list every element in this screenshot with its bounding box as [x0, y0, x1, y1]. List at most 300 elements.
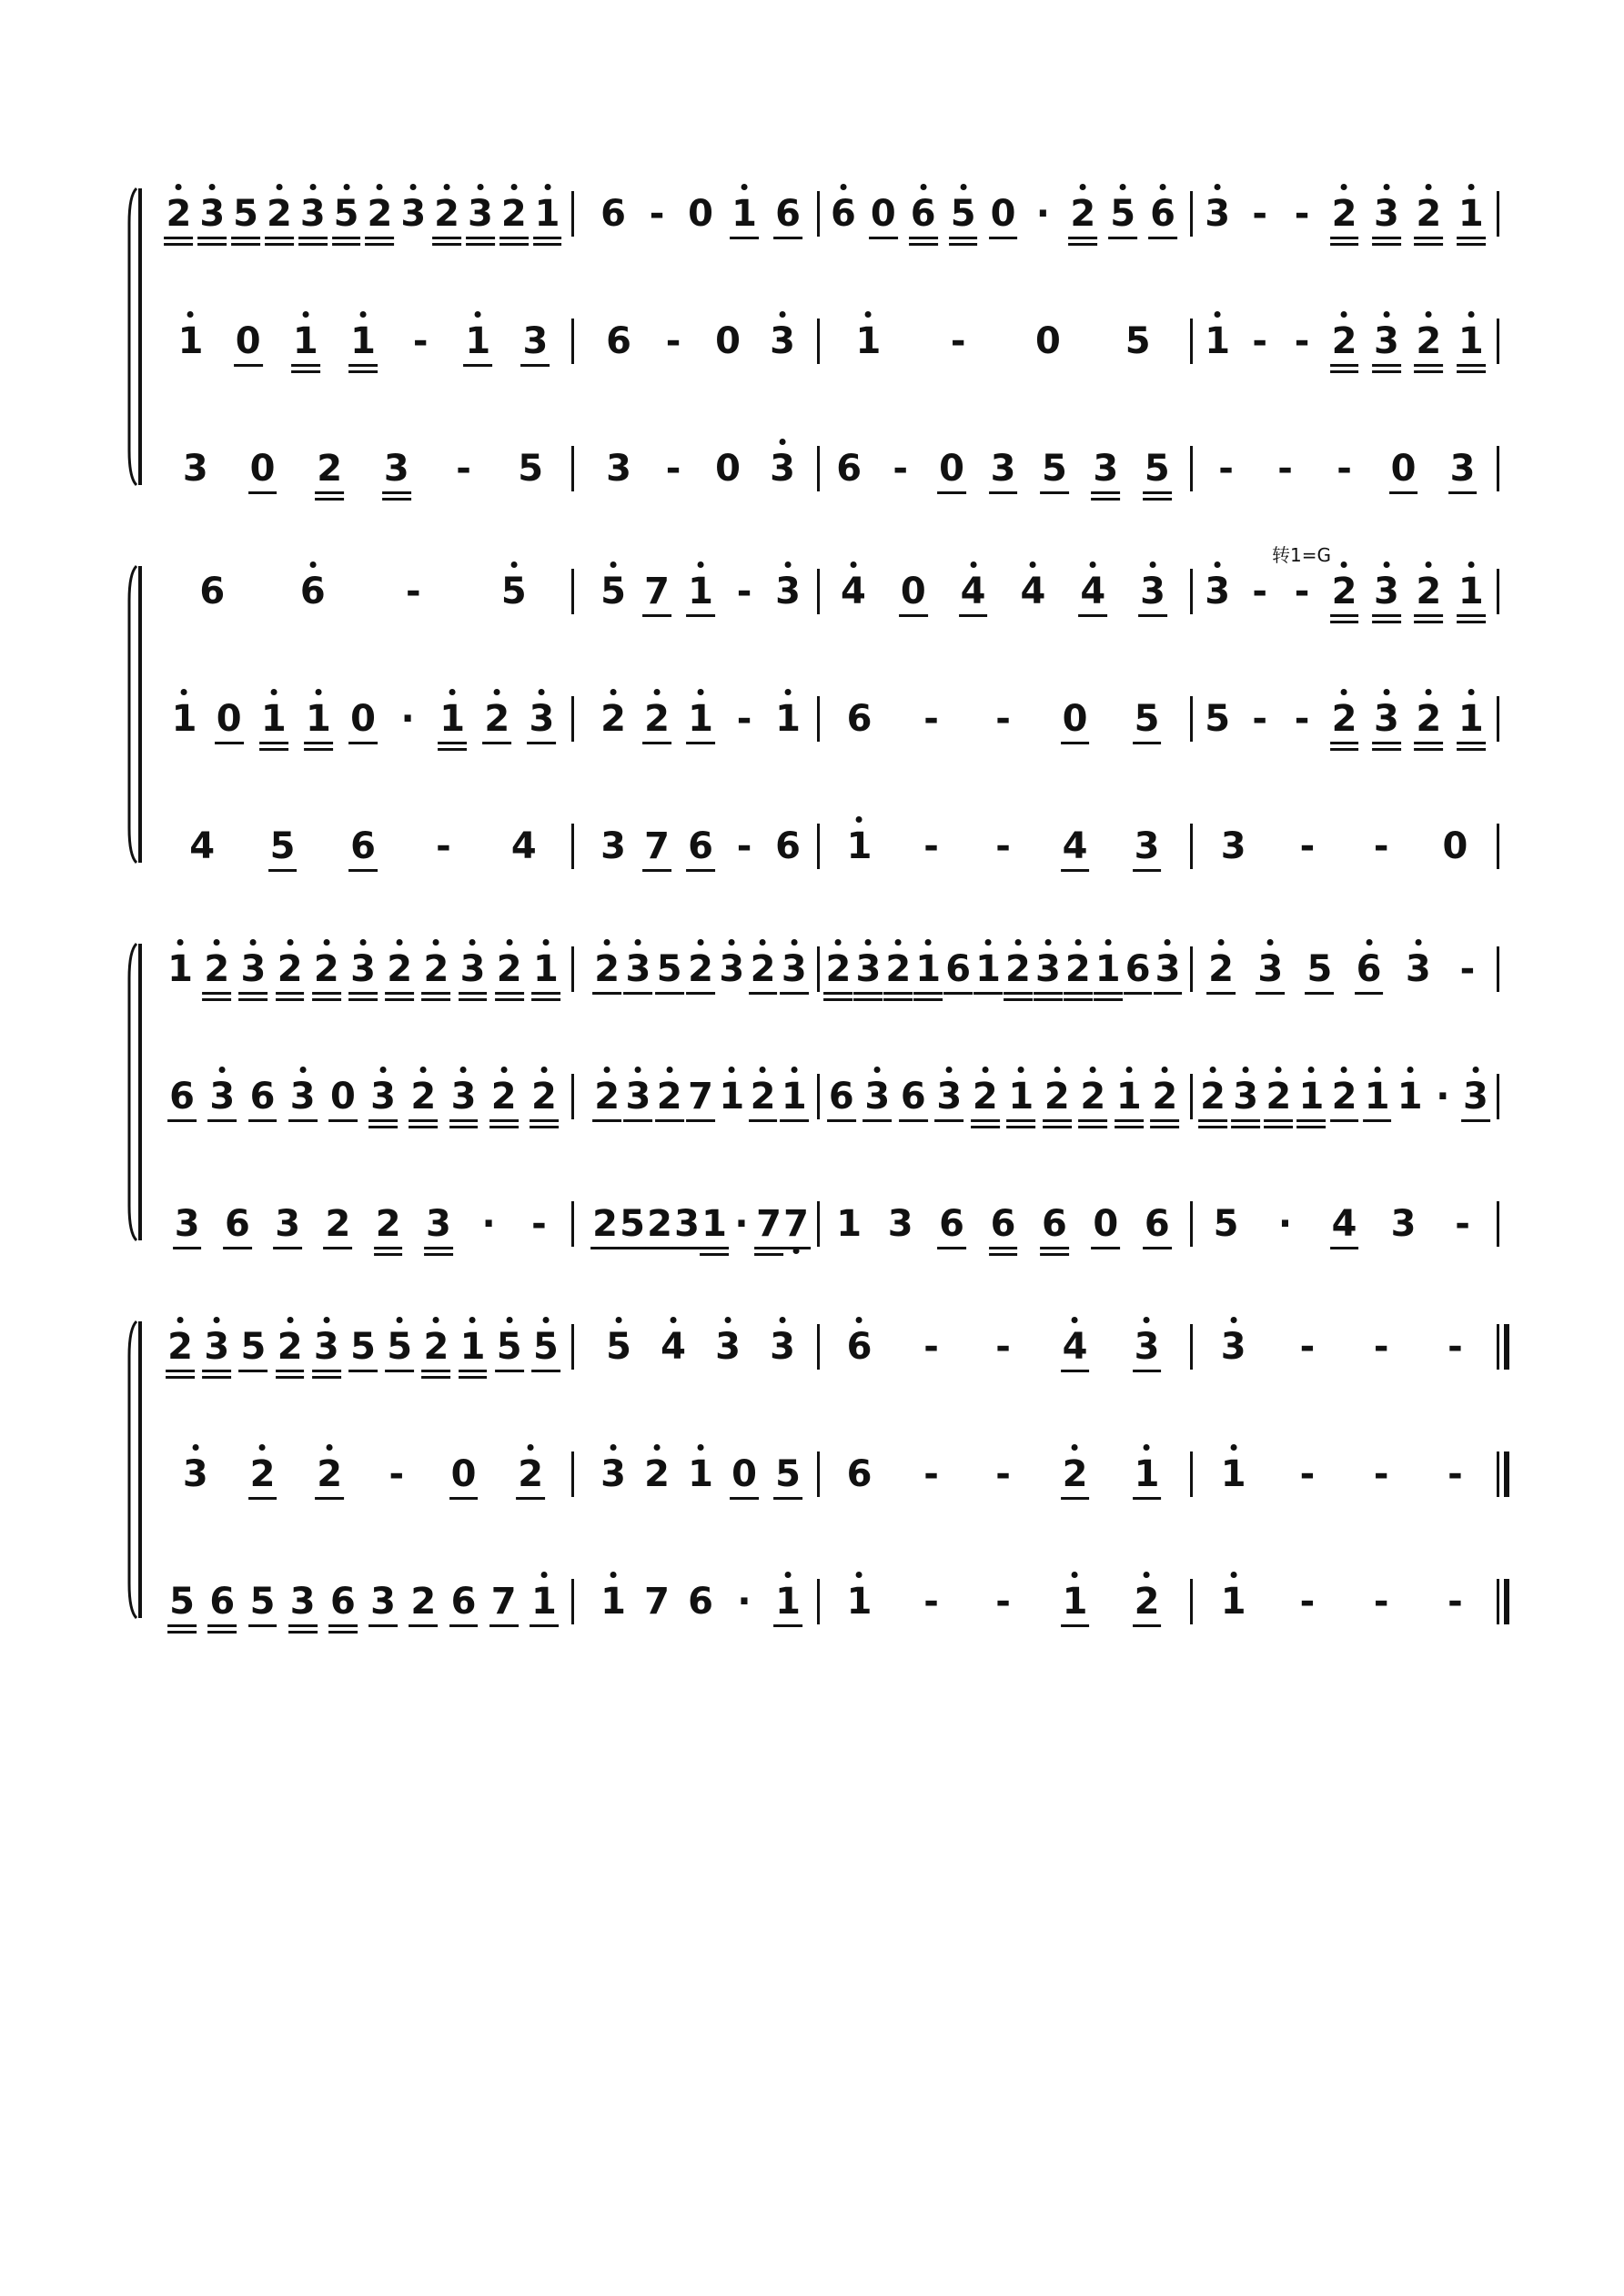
note: 5 [497, 1329, 522, 1365]
augmentation-dot: · [737, 1581, 751, 1623]
note: 1 [688, 1456, 713, 1492]
octave-high-dot [397, 939, 403, 946]
underline-beam [883, 998, 913, 1001]
final-bar-line [1504, 1579, 1509, 1624]
note: 5 [501, 573, 527, 610]
octave-high-dot [1230, 1572, 1236, 1578]
octave-high-dot [1074, 939, 1081, 946]
underline-beam [824, 998, 853, 1001]
note: 4 [1020, 573, 1045, 610]
underline-beam [248, 1497, 277, 1500]
bar-line [571, 319, 574, 364]
dash-note: - [923, 1326, 939, 1368]
note: 7 [756, 1206, 782, 1242]
underline-beam [1372, 370, 1401, 373]
note: 2 [1266, 1078, 1291, 1115]
octave-high-dot [982, 1067, 988, 1073]
underline-beam [166, 1376, 195, 1379]
note: 5 [600, 573, 626, 610]
note: 5 [606, 1329, 631, 1365]
underline-beam [989, 1253, 1018, 1256]
octave-high-dot [791, 1067, 797, 1073]
underline-beam [164, 243, 193, 246]
underline-beam [173, 1247, 202, 1249]
dash-note: - [1299, 825, 1316, 867]
octave-high-dot [309, 184, 316, 190]
dash-note: - [1455, 1203, 1470, 1245]
underline-beam [197, 243, 227, 246]
underline-beam [973, 992, 1003, 995]
dash-note: - [665, 448, 681, 490]
octave-high-dot [1407, 1067, 1413, 1073]
note: 5 [1205, 698, 1231, 740]
dash-note: - [923, 825, 939, 867]
octave-high-dot [610, 561, 617, 568]
note: 3 [199, 196, 225, 232]
octave-high-dot [791, 939, 797, 946]
bar-line [1497, 1324, 1499, 1370]
note: 2 [1416, 573, 1441, 610]
octave-high-dot [760, 939, 766, 946]
underline-beam [265, 243, 294, 246]
note: 3 [864, 1078, 890, 1115]
bar-line [817, 1579, 820, 1624]
underline-beam [780, 1119, 809, 1122]
octave-high-dot [946, 1067, 953, 1073]
underline-beam [749, 1119, 778, 1122]
underline-beam [1457, 370, 1486, 373]
note: 0 [350, 701, 376, 737]
note: 2 [1416, 196, 1441, 232]
underline-beam [773, 1497, 802, 1500]
underline-beam [1150, 1126, 1179, 1128]
note: 3 [855, 951, 881, 987]
octave-high-dot [1072, 1317, 1078, 1323]
underline-beam [382, 498, 411, 501]
octave-high-dot [1160, 184, 1166, 190]
underline-beam [374, 1247, 403, 1249]
note: 4 [510, 825, 537, 867]
note: 2 [423, 951, 449, 987]
octave-high-dot [1080, 184, 1086, 190]
octave-high-dot [1215, 184, 1221, 190]
octave-high-dot [780, 1317, 786, 1323]
underline-beam [312, 1370, 341, 1372]
octave-high-dot [835, 939, 842, 946]
note: 3 [1135, 1329, 1160, 1365]
note: 6 [846, 1453, 873, 1495]
octave-high-dot [1267, 939, 1274, 946]
octave-high-dot [500, 1067, 507, 1073]
octave-high-dot [380, 1067, 387, 1073]
note: 3 [1093, 450, 1118, 487]
dash-note: - [1252, 193, 1267, 235]
note: 3 [770, 450, 795, 487]
octave-high-dot [666, 1067, 672, 1073]
note: 0 [217, 701, 242, 737]
underline-beam [531, 1370, 560, 1372]
underline-beam [459, 992, 488, 995]
octave-high-dot [698, 1444, 704, 1451]
underline-beam [1091, 498, 1120, 501]
note: 2 [376, 1206, 401, 1242]
note: 6 [939, 1206, 964, 1242]
note: 2 [826, 951, 852, 987]
octave-high-dot [433, 1317, 439, 1323]
note: 5 [620, 1206, 645, 1242]
note: 6 [846, 698, 873, 740]
octave-high-dot [323, 1317, 329, 1323]
underline-beam [332, 243, 361, 246]
note: 2 [531, 1078, 557, 1115]
key-change-label: 转1=G [1272, 544, 1331, 566]
underline-beam [642, 869, 671, 872]
octave-high-dot [1210, 1067, 1216, 1073]
dash-note: - [995, 1453, 1011, 1495]
bar-line [1497, 946, 1499, 992]
underline-beam [655, 992, 684, 995]
octave-high-dot [1472, 1067, 1478, 1073]
underline-beam [989, 237, 1018, 239]
underline-beam [1330, 370, 1359, 373]
note: 5 [657, 951, 682, 987]
underline-beam [459, 1370, 488, 1372]
underline-beam [499, 243, 529, 246]
underline-beam [827, 1119, 856, 1122]
note: 3 [1135, 828, 1160, 865]
bar-line [1190, 1451, 1193, 1497]
dash-note: - [531, 1203, 547, 1245]
octave-high-dot [209, 184, 216, 190]
underline-beam [459, 998, 488, 1001]
octave-high-dot [1072, 1572, 1078, 1578]
underline-beam [1372, 614, 1401, 617]
underline-beam [1143, 491, 1172, 494]
note: 5 [1125, 320, 1151, 362]
underline-beam [1043, 1119, 1072, 1122]
octave-high-dot [1230, 1317, 1236, 1323]
note: 1 [531, 1583, 557, 1620]
note: 6 [606, 320, 631, 362]
underline-beam [937, 1247, 966, 1249]
note: 2 [166, 196, 191, 232]
underline-beam [424, 1253, 453, 1256]
underline-beam [231, 237, 260, 239]
underline-beam [1414, 243, 1443, 246]
underline-beam [1330, 243, 1359, 246]
note: 6 [330, 1583, 356, 1620]
bar-line [1497, 1201, 1499, 1247]
note: 4 [189, 825, 216, 867]
note: 2 [423, 1329, 449, 1365]
bar-line [1190, 319, 1193, 364]
bar-line [571, 1074, 574, 1119]
underline-beam [449, 1126, 479, 1128]
octave-high-dot [506, 939, 512, 946]
octave-high-dot [865, 939, 872, 946]
bar-line [1190, 1201, 1193, 1247]
note: 0 [250, 450, 276, 487]
underline-beam [1154, 992, 1183, 995]
underline-beam [1198, 1119, 1227, 1122]
octave-high-dot [1215, 311, 1221, 318]
octave-high-dot [177, 1317, 184, 1323]
octave-high-dot [475, 311, 481, 318]
octave-high-dot [259, 1444, 266, 1451]
note: 2 [410, 1078, 436, 1115]
octave-high-dot [1150, 561, 1156, 568]
note: 2 [1208, 951, 1234, 987]
bar-line [817, 319, 820, 364]
octave-high-dot [1230, 1444, 1236, 1451]
note: 2 [250, 1456, 276, 1492]
underline-beam [234, 364, 263, 367]
note: 6 [1042, 1206, 1067, 1242]
underline-beam [276, 1370, 305, 1372]
underline-beam [499, 237, 529, 239]
octave-high-dot [1276, 1067, 1282, 1073]
underline-beam [265, 237, 294, 239]
note: 3 [770, 1329, 795, 1365]
underline-beam [268, 869, 298, 872]
note: 3 [370, 1583, 396, 1620]
underline-beam [869, 237, 898, 239]
dash-note: - [1373, 1453, 1389, 1495]
octave-high-dot [1308, 1067, 1315, 1073]
note: 5 [1110, 196, 1135, 232]
underline-beam [1372, 621, 1401, 623]
octave-high-dot [610, 1444, 617, 1451]
underline-beam [1040, 1247, 1069, 1249]
underline-beam [385, 998, 414, 1001]
note: 3 [290, 1583, 316, 1620]
note: 4 [1080, 573, 1105, 610]
underline-beam [298, 237, 328, 239]
octave-high-dot [540, 1067, 547, 1073]
underline-beam [432, 243, 461, 246]
underline-beam [1372, 237, 1401, 239]
note: 1 [600, 1583, 626, 1620]
underline-beam [1133, 1624, 1162, 1627]
underline-beam [1124, 992, 1153, 995]
underline-beam [853, 998, 883, 1001]
note: 5 [270, 828, 296, 865]
dash-note: - [995, 825, 1011, 867]
octave-high-dot [214, 1317, 220, 1323]
underline-beam [1414, 621, 1443, 623]
note: 1 [1458, 701, 1484, 737]
octave-high-dot [1072, 1444, 1078, 1451]
octave-high-dot [323, 939, 329, 946]
bar-line [817, 1201, 820, 1247]
octave-high-dot [1366, 939, 1372, 946]
underline-beam [592, 1119, 621, 1122]
note: 1 [1458, 196, 1484, 232]
underline-beam [1061, 869, 1090, 872]
octave-high-dot [315, 689, 321, 695]
note: 1 [688, 573, 713, 610]
dash-note: - [736, 825, 752, 867]
note: 3 [1205, 196, 1230, 232]
note: 3 [241, 951, 267, 987]
note: 0 [451, 1456, 477, 1492]
note: 3 [400, 196, 426, 232]
bar-line [817, 446, 820, 491]
underline-beam [273, 1247, 302, 1249]
note: 3 [384, 450, 409, 487]
note: 5 [533, 1329, 559, 1365]
underline-beam [1355, 992, 1384, 995]
note: 1 [306, 701, 331, 737]
underline-beam [1004, 992, 1033, 995]
underline-beam [531, 998, 560, 1001]
underline-beam [989, 1247, 1018, 1249]
octave-high-dot [610, 689, 617, 695]
note: 2 [594, 951, 620, 987]
bar-line [817, 696, 820, 742]
note: 2 [1005, 951, 1031, 987]
underline-beam [1133, 1370, 1162, 1372]
underline-beam [348, 370, 378, 373]
underline-beam [1006, 1126, 1035, 1128]
note: 1 [533, 951, 559, 987]
underline-beam [700, 1253, 729, 1256]
note: 1 [350, 323, 376, 359]
note: 1 [915, 951, 941, 987]
underline-beam [248, 1624, 277, 1627]
dash-note: - [736, 571, 752, 612]
note: 3 [300, 196, 326, 232]
dash-note: - [1299, 1581, 1316, 1623]
dash-note: - [1447, 1326, 1463, 1368]
note: 2 [267, 196, 292, 232]
note: 2 [1065, 951, 1091, 987]
bar-line [1497, 696, 1499, 742]
underline-beam [276, 998, 305, 1001]
note: 1 [719, 1078, 744, 1115]
octave-high-dot [785, 561, 792, 568]
note: 3 [290, 1078, 316, 1115]
note: 6 [911, 196, 936, 232]
note: 5 [951, 196, 976, 232]
octave-high-dot [1218, 939, 1225, 946]
octave-high-dot [1215, 561, 1221, 568]
dash-note: - [436, 825, 451, 867]
underline-beam [1231, 1119, 1260, 1122]
note: 1 [701, 1206, 727, 1242]
note: 2 [885, 951, 911, 987]
note: 1 [293, 323, 318, 359]
augmentation-dot: · [1035, 193, 1050, 235]
note: 6 [300, 573, 326, 610]
underline-beam [1330, 1247, 1359, 1249]
underline-beam [1330, 364, 1359, 367]
octave-high-dot [1243, 1067, 1249, 1073]
note: 3 [182, 448, 208, 490]
octave-high-dot [635, 1067, 641, 1073]
note: 3 [936, 1078, 962, 1115]
underline-beam [1363, 1119, 1392, 1122]
underline-beam [730, 1497, 759, 1500]
final-bar-line [1504, 1451, 1509, 1497]
note: 6 [775, 196, 801, 232]
underline-beam [1108, 237, 1137, 239]
underline-beam [489, 1126, 519, 1128]
bar-line [817, 1451, 820, 1497]
underline-beam [495, 998, 524, 1001]
underline-beam [1138, 614, 1167, 617]
note: 3 [183, 1456, 208, 1492]
note: 2 [325, 1206, 350, 1242]
bar-line [1190, 824, 1193, 869]
octave-high-dot [460, 1067, 467, 1073]
underline-beam [730, 237, 759, 239]
note: 2 [277, 1329, 303, 1365]
underline-beam [231, 243, 260, 246]
bar-line [1497, 1451, 1499, 1497]
note: 1 [178, 323, 204, 359]
note: 2 [434, 196, 459, 232]
underline-beam [949, 237, 978, 239]
note: 3 [626, 1078, 651, 1115]
note: 3 [1035, 951, 1061, 987]
underline-beam [385, 1370, 414, 1372]
bar-line [1497, 824, 1499, 869]
dash-note: - [1252, 698, 1267, 740]
note: 2 [657, 1078, 682, 1115]
note: 6 [831, 196, 856, 232]
octave-high-dot [539, 689, 545, 695]
note: 2 [1332, 323, 1357, 359]
underline-beam [1414, 614, 1443, 617]
underline-beam [1296, 1119, 1326, 1122]
note: 5 [1213, 1203, 1239, 1245]
underline-beam [1457, 742, 1486, 744]
underline-beam [624, 992, 653, 995]
octave-high-dot [1090, 1067, 1096, 1073]
underline-beam [686, 742, 715, 744]
underline-beam [215, 742, 244, 744]
underline-beam [167, 1631, 197, 1633]
underline-beam [1133, 869, 1162, 872]
note: 3 [719, 951, 744, 987]
bar-line [817, 1074, 820, 1119]
note: 5 [1042, 450, 1067, 487]
underline-beam [365, 237, 394, 239]
underline-beam [288, 1624, 318, 1627]
underline-beam [913, 992, 943, 995]
octave-high-dot [187, 311, 194, 318]
note: 1 [975, 951, 1001, 987]
underline-beam [239, 1370, 268, 1372]
octave-high-dot [544, 184, 550, 190]
underline-beam [1115, 1119, 1144, 1122]
octave-high-dot [192, 1444, 198, 1451]
underline-beam [466, 237, 495, 239]
underline-beam [1296, 1126, 1326, 1128]
octave-high-dot [1341, 184, 1347, 190]
note: 3 [600, 1456, 626, 1492]
octave-high-dot [510, 561, 517, 568]
dash-note: - [1373, 1326, 1389, 1368]
note: 3 [426, 1206, 451, 1242]
note: 3 [991, 450, 1016, 487]
bar-line [571, 1201, 574, 1247]
underline-beam [913, 998, 943, 1001]
underline-beam [312, 998, 341, 1001]
octave-high-dot [287, 939, 293, 946]
underline-beam [1457, 243, 1486, 246]
